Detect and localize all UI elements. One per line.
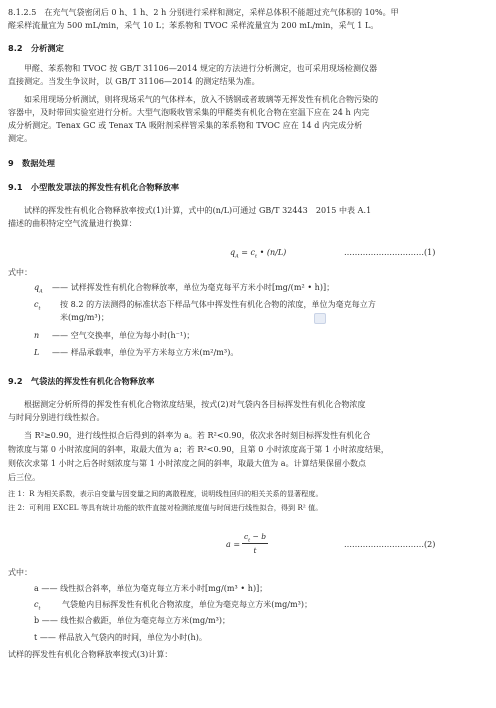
equation-1-number: …………………………(1) [344,248,436,257]
definition-L: —— 样品承载率，单位为平方米每立方米(m²/m³)。 [52,348,239,357]
symbol-ct-2: $c_t$ [34,600,41,612]
section-heading-8-2: 8.2 分析测定 [8,43,64,53]
paragraph-9-2-line-1: 根据测定分析所得的挥发性有机化合物浓度结果，按式(2)对气袋内各目标挥发性有机化合物浓度 [24,400,366,409]
equation-2-lhs: a = [226,540,241,549]
paragraph-8-2-line-2: 直接测定。当发生争议时，以 GB/T 31106—2014 的测定结果为准。 [8,77,260,86]
paragraph-9-2b-line-3: 则依次求第 1 小时之后各时刻浓度与第 1 小时浓度之间的斜率，取最大值为 a。计算结果保留小数点 [8,459,367,468]
section-heading-9-2: 9.2 气袋法的挥发性有机化合物释放率 [8,376,155,386]
paragraph-8-2-line-1: 甲醛、苯系物和 TVOC 按 GB/T 31106—2014 规定的方法进行分析测定，也可采用现场检测仪器 [24,64,378,73]
watermark-icon [314,313,326,324]
paragraph-8-2b-line-2: 容器中，及时带回实验室进行分析。大型气泡吸收管采集的甲醛类有机化合物在室温下应在 24 h 内完 [8,108,370,117]
paragraph-9-1-line-1: 试样的挥发性有机化合物释放率按式(1)计算，式中的(n/L)可通过 GB/T 32443 2015 中表 A.1 [24,206,372,215]
where-label-2: 式中： [8,568,33,577]
definition-b: b —— 线性拟合截距，单位为毫克每立方米(mg/m³)； [34,616,231,625]
clause-8-1-2-5-line-2: 醛采样流量宜为 500 mL/min，采气 10 L；苯系物和 TVOC 采样流量宜为 200 mL/min，采气 1 L。 [8,21,379,30]
symbol-ct: $c_t$ [34,300,41,312]
equation-2-fraction-bar [242,543,268,544]
equation-2-denominator: t [253,546,257,555]
definition-t: t —— 样品放入气袋内的时间，单位为小时(h)。 [34,633,207,642]
paragraph-9-1-line-2: 描述的曲积特定空气流量进行换算： [8,219,137,228]
definition-ct-2: 气袋舱内目标挥发性有机化合物浓度，单位为毫克每立方米(mg/m³)； [62,600,313,609]
symbol-L: L [34,348,40,357]
definition-ct-line-2: 米(mg/m³)； [60,313,109,322]
paragraph-9-2-line-2: 与时间分别进行线性拟合。 [8,413,105,422]
definition-ct-line-1: 按 8.2 的方法测得的标准状态下样品气体中挥发性有机化合物的浓度，单位为毫克每立方 [60,300,376,309]
paragraph-9-2b-line-4: 后三位。 [8,473,41,482]
clause-8-1-2-5-line-1: 8.1.2.5 在充气气袋密闭后 0 h、1 h、2 h 分别进行采样和测定，采样总体积不能超过充气体积的 10%。甲 [8,8,399,17]
definition-n: —— 空气交换率，单位为每小时(h⁻¹)； [52,331,195,340]
symbol-qA: $q_A$ [34,283,43,295]
definition-a: a —— 线性拟合斜率，单位为毫克每立方米小时[mg/(m³ • h)]； [34,584,268,593]
equation-2-number: …………………………(2) [344,540,436,549]
where-label-1: 式中： [8,268,33,277]
equation-1: $q_A = c_t$ • (n/L) [230,248,287,260]
definition-qA: —— 试样挥发性有机化合物释放率，单位为毫克每平方米小时[mg/(m² • h)]； [52,283,335,292]
paragraph-9-2b-line-1: 当 R²≥0.90，进行线性拟合后得到的斜率为 a。若 R²<0.90，依次求各时刻目标挥发性有机化合 [24,431,371,440]
note-2: 注 2：可利用 EXCEL 等具有统计功能的软件直接对检测浓度值与时间进行线性拟合，得到 R² 值。 [8,503,323,512]
symbol-n: n [34,331,40,340]
paragraph-8-2b-line-4: 测定。 [8,134,33,143]
equation-2-numerator: $c_t - b$ [243,532,267,544]
paragraph-eq3-intro: 试样的挥发性有机化合物释放率按式(3)计算： [8,650,173,659]
section-heading-9: 9 数据处理 [8,158,55,168]
note-1: 注 1：R 为相关系数，表示自变量与因变量之间的离散程度，说明线性回归的相关关系的显著程度。 [8,489,323,498]
paragraph-9-2b-line-2: 物浓度与第 0 小时浓度间的斜率，取最大值为 a；若 R²<0.90，且第 0 小时浓度高于第 1 小时浓度结果， [8,445,389,454]
paragraph-8-2b-line-3: 成分析测定。Tenax GC 或 Tenax TA 吸附剂采样管采集的苯系物和 TVOC 应在 14 d 内完成分析 [8,121,363,130]
section-heading-9-1: 9.1 小型散发罩法的挥发性有机化合物释放率 [8,182,180,192]
paragraph-8-2b-line-1: 如采用现场分析测试，则将现场采气的气体样本，放入不锈钢或者玻璃等无挥发性有机化合物污染的 [24,95,379,104]
